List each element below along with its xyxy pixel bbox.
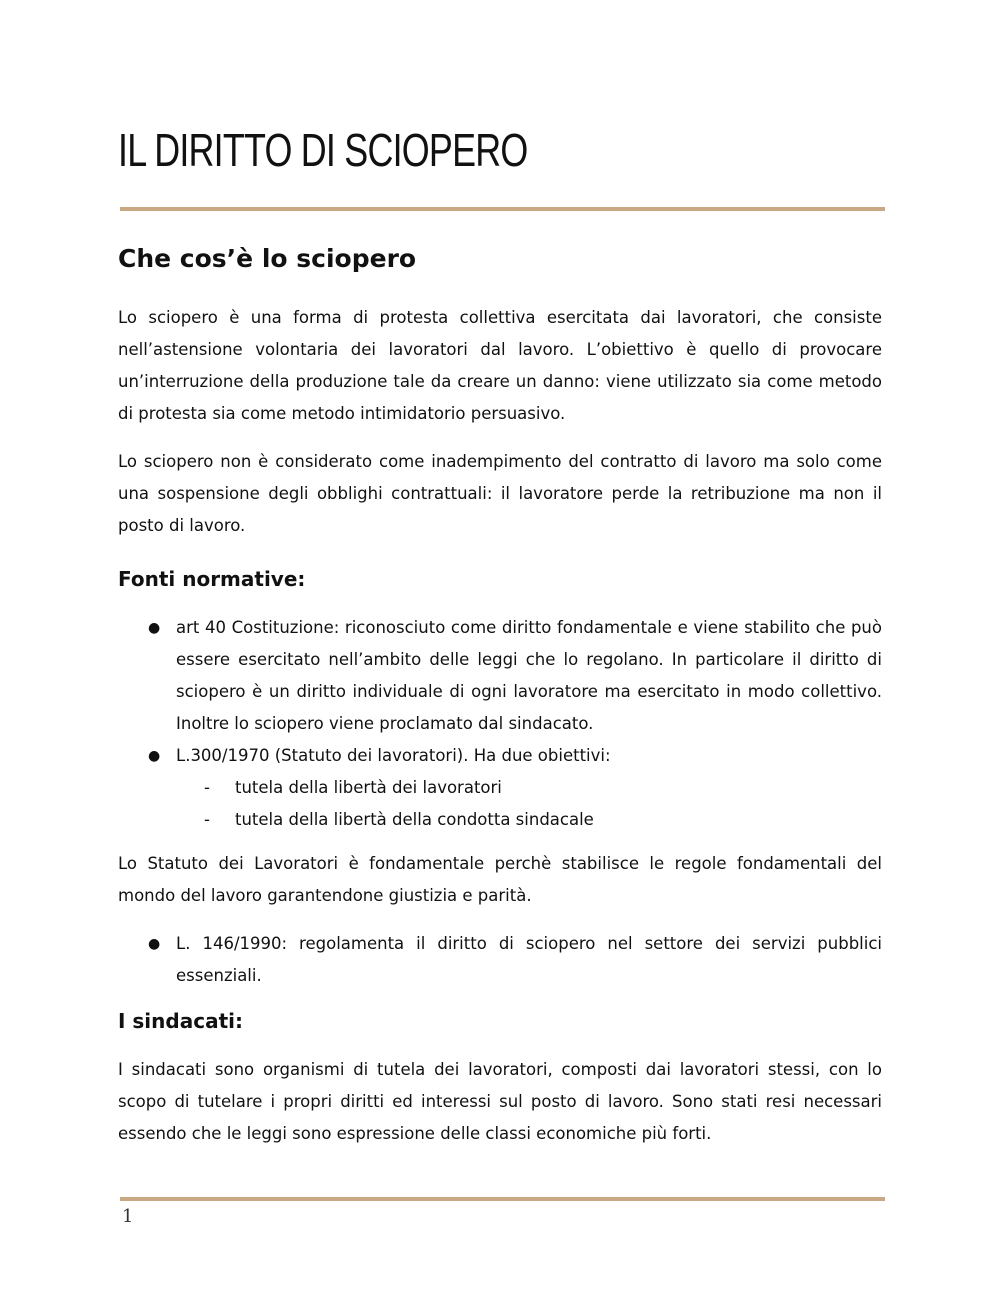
bullet-icon: ● xyxy=(148,620,161,636)
bullet-list-fonti xyxy=(118,612,882,836)
sub-list-item-text: tutela della libertà dei lavoratori xyxy=(235,778,502,797)
section-heading-che-cos-e: Che cos’è lo sciopero xyxy=(118,244,417,273)
dash-icon: - xyxy=(204,810,210,829)
list-item xyxy=(118,928,882,992)
list-item-text: L. 146/1990: regolamenta il diritto di sciopero nel settore dei servizi pubblici essenziali. xyxy=(176,934,882,985)
page-number: 1 xyxy=(122,1206,134,1227)
title-divider xyxy=(120,207,885,211)
section-heading-fonti-normative: Fonti normative: xyxy=(118,567,306,591)
bullet-icon: ● xyxy=(148,748,161,764)
dash-icon: - xyxy=(204,778,210,797)
sub-list-item-text: tutela della libertà della condotta sindacale xyxy=(235,810,594,829)
sub-list-item xyxy=(176,804,882,836)
footer-divider xyxy=(120,1197,885,1201)
list-item-text: L.300/1970 (Statuto dei lavoratori). Ha due obiettivi: xyxy=(176,746,611,765)
paragraph-suspension: Lo sciopero non è considerato come inadempimento del contratto di lavoro ma solo come una sospensione degli obblighi contrattuali: il lavoratore perde la retribuzione ma non il posto di lavoro. xyxy=(118,452,882,535)
list-item xyxy=(118,612,882,740)
document-body xyxy=(118,242,882,1166)
document-title: IL DIRITTO DI SCIOPERO xyxy=(118,124,528,176)
bullet-list-l146 xyxy=(118,928,882,992)
section-heading-sindacati: I sindacati: xyxy=(118,1009,243,1033)
list-item-text: art 40 Costituzione: riconosciuto come diritto fondamentale e viene stabilito che può essere esercitato nell’ambito delle leggi che lo regolano. In particolare il diritto di sciopero è un diritto individuale di ogni lavoratore ma esercitato in modo collettivo. Inoltre lo sciopero viene proclamato dal sindacato. xyxy=(176,618,882,733)
list-item xyxy=(118,740,882,836)
paragraph-definition: Lo sciopero è una forma di protesta collettiva esercitata dai lavoratori, che consiste nell’astensione volontaria dei lavoratori dal lavoro. L’obiettivo è quello di provocare un’interruzione della produzione tale da creare un danno: viene utilizzato sia come metodo di protesta sia come metodo intimidatorio persuasivo. xyxy=(118,308,882,423)
paragraph-sindacati: I sindacati sono organismi di tutela dei lavoratori, composti dai lavoratori stessi, con lo scopo di tutelare i propri diritti ed interessi sul posto di lavoro. Sono stati resi necessari essendo che le leggi sono espressione delle classi economiche più forti. xyxy=(118,1060,882,1143)
sub-list-item xyxy=(176,772,882,804)
bullet-icon: ● xyxy=(148,936,161,952)
paragraph-statuto: Lo Statuto dei Lavoratori è fondamentale perchè stabilisce le regole fondamentali del mondo del lavoro garantendone giustizia e parità. xyxy=(118,854,882,905)
sub-list-obiettivi xyxy=(176,772,882,836)
